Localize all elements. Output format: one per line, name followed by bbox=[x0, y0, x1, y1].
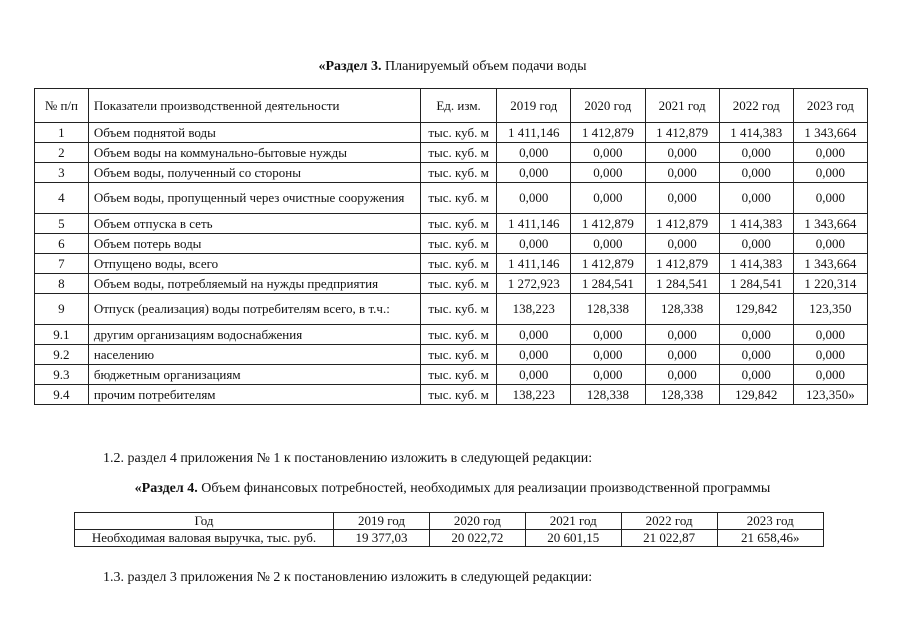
value-2021: 1 284,541 bbox=[645, 274, 719, 294]
table-row bbox=[35, 325, 868, 345]
table-body bbox=[35, 123, 868, 405]
value-2020: 128,338 bbox=[571, 385, 645, 405]
header-2020: 2020 год bbox=[429, 513, 525, 530]
row-unit: тыс. куб. м bbox=[421, 385, 497, 405]
value-2019: 19 377,03 bbox=[334, 530, 430, 547]
value-2019: 1 411,146 bbox=[497, 254, 571, 274]
value-2020: 0,000 bbox=[571, 163, 645, 183]
value-2021: 0,000 bbox=[645, 345, 719, 365]
section3-title-text: Планируемый объем подачи воды bbox=[381, 59, 587, 74]
value-2019: 0,000 bbox=[497, 365, 571, 385]
table-row bbox=[35, 345, 868, 365]
value-2019: 138,223 bbox=[497, 385, 571, 405]
row-unit: тыс. куб. м bbox=[421, 183, 497, 214]
row-indicator: Объем потерь воды bbox=[88, 234, 420, 254]
value-2020: 1 412,879 bbox=[571, 214, 645, 234]
value-2021: 20 601,15 bbox=[525, 530, 621, 547]
row-unit: тыс. куб. м bbox=[421, 123, 497, 143]
financial-needs-table bbox=[74, 512, 824, 547]
row-indicator: населению bbox=[88, 345, 420, 365]
row-indicator: Объем воды, потребляемый на нужды предприятия bbox=[88, 274, 420, 294]
row-unit: тыс. куб. м bbox=[421, 294, 497, 325]
value-2022: 1 414,383 bbox=[719, 214, 793, 234]
value-2020: 0,000 bbox=[571, 234, 645, 254]
value-2021: 1 412,879 bbox=[645, 254, 719, 274]
value-2023: 1 220,314 bbox=[793, 274, 867, 294]
row-number: 5 bbox=[35, 214, 89, 234]
value-2021: 1 412,879 bbox=[645, 214, 719, 234]
value-2022: 129,842 bbox=[719, 294, 793, 325]
header-2022: 2022 год bbox=[719, 89, 793, 123]
value-2020: 1 412,879 bbox=[571, 254, 645, 274]
row-number: 2 bbox=[35, 143, 89, 163]
table-row bbox=[35, 183, 868, 214]
row-number: 9.3 bbox=[35, 365, 89, 385]
row-unit: тыс. куб. м bbox=[421, 365, 497, 385]
value-2021: 128,338 bbox=[645, 385, 719, 405]
section4-title bbox=[0, 481, 905, 497]
value-2020: 0,000 bbox=[571, 183, 645, 214]
table-header-row bbox=[75, 513, 824, 530]
value-2022: 0,000 bbox=[719, 163, 793, 183]
value-2023: 1 343,664 bbox=[793, 123, 867, 143]
value-2021: 1 412,879 bbox=[645, 123, 719, 143]
value-2020: 0,000 bbox=[571, 325, 645, 345]
header-indicator: Показатели производственной деятельности bbox=[88, 89, 420, 123]
table-row bbox=[35, 214, 868, 234]
value-2019: 0,000 bbox=[497, 163, 571, 183]
header-unit: Ед. изм. bbox=[421, 89, 497, 123]
table-row bbox=[35, 294, 868, 325]
row-number: 9.4 bbox=[35, 385, 89, 405]
value-2023: 0,000 bbox=[793, 365, 867, 385]
row-unit: тыс. куб. м bbox=[421, 254, 497, 274]
row-number: 9 bbox=[35, 294, 89, 325]
table-row bbox=[35, 254, 868, 274]
value-2021: 0,000 bbox=[645, 163, 719, 183]
table-row bbox=[35, 365, 868, 385]
value-2019: 0,000 bbox=[497, 183, 571, 214]
table-row bbox=[35, 385, 868, 405]
value-2022: 1 284,541 bbox=[719, 274, 793, 294]
section3-title-prefix: «Раздел 3. bbox=[318, 59, 382, 74]
value-2020: 0,000 bbox=[571, 345, 645, 365]
value-2023: 21 658,46» bbox=[717, 530, 824, 547]
value-2023: 0,000 bbox=[793, 143, 867, 163]
value-2021: 0,000 bbox=[645, 143, 719, 163]
value-2022: 21 022,87 bbox=[621, 530, 717, 547]
row-unit: тыс. куб. м bbox=[421, 274, 497, 294]
section4-title-prefix: «Раздел 4. bbox=[134, 481, 198, 496]
row-number: 9.2 bbox=[35, 345, 89, 365]
header-2022: 2022 год bbox=[621, 513, 717, 530]
header-2021: 2021 год bbox=[645, 89, 719, 123]
value-2021: 0,000 bbox=[645, 183, 719, 214]
header-2019: 2019 год bbox=[334, 513, 430, 530]
row-indicator: Объем воды на коммунально-бытовые нужды bbox=[88, 143, 420, 163]
table-row bbox=[35, 163, 868, 183]
row-indicator: другим организациям водоснабжения bbox=[88, 325, 420, 345]
value-2023: 1 343,664 bbox=[793, 254, 867, 274]
row-indicator: Объем поднятой воды bbox=[88, 123, 420, 143]
value-2021: 128,338 bbox=[645, 294, 719, 325]
value-2023: 0,000 bbox=[793, 345, 867, 365]
value-2021: 0,000 bbox=[645, 325, 719, 345]
row-unit: тыс. куб. м bbox=[421, 143, 497, 163]
value-2020: 1 284,541 bbox=[571, 274, 645, 294]
value-2019: 0,000 bbox=[497, 143, 571, 163]
value-2021: 0,000 bbox=[645, 365, 719, 385]
row-unit: тыс. куб. м bbox=[421, 234, 497, 254]
table-header-row bbox=[35, 89, 868, 123]
value-2022: 0,000 bbox=[719, 325, 793, 345]
value-2022: 0,000 bbox=[719, 183, 793, 214]
row-number: 7 bbox=[35, 254, 89, 274]
table-row bbox=[35, 123, 868, 143]
value-2022: 1 414,383 bbox=[719, 123, 793, 143]
value-2022: 0,000 bbox=[719, 143, 793, 163]
row-number: 3 bbox=[35, 163, 89, 183]
header-year: Год bbox=[75, 513, 334, 530]
row-number: 4 bbox=[35, 183, 89, 214]
table-row bbox=[35, 143, 868, 163]
row-number: 6 bbox=[35, 234, 89, 254]
value-2023: 123,350» bbox=[793, 385, 867, 405]
value-2019: 0,000 bbox=[497, 234, 571, 254]
value-2020: 20 022,72 bbox=[429, 530, 525, 547]
row-unit: тыс. куб. м bbox=[421, 163, 497, 183]
header-2020: 2020 год bbox=[571, 89, 645, 123]
header-2023: 2023 год bbox=[717, 513, 824, 530]
table-row bbox=[35, 234, 868, 254]
value-2019: 0,000 bbox=[497, 345, 571, 365]
row-number: 8 bbox=[35, 274, 89, 294]
value-2023: 0,000 bbox=[793, 183, 867, 214]
row-indicator: Отпущено воды, всего bbox=[88, 254, 420, 274]
row-indicator: Объем воды, полученный со стороны bbox=[88, 163, 420, 183]
header-num: № п/п bbox=[35, 89, 89, 123]
value-2019: 1 272,923 bbox=[497, 274, 571, 294]
row-unit: тыс. куб. м bbox=[421, 214, 497, 234]
value-2023: 1 343,664 bbox=[793, 214, 867, 234]
header-2019: 2019 год bbox=[497, 89, 571, 123]
value-2022: 0,000 bbox=[719, 345, 793, 365]
row-unit: тыс. куб. м bbox=[421, 345, 497, 365]
value-2020: 1 412,879 bbox=[571, 123, 645, 143]
header-2023: 2023 год bbox=[793, 89, 867, 123]
value-2020: 0,000 bbox=[571, 365, 645, 385]
value-2023: 0,000 bbox=[793, 325, 867, 345]
row-indicator: Объем отпуска в сеть bbox=[88, 214, 420, 234]
value-2022: 1 414,383 bbox=[719, 254, 793, 274]
value-2020: 0,000 bbox=[571, 143, 645, 163]
table-row bbox=[75, 530, 824, 547]
value-2023: 0,000 bbox=[793, 163, 867, 183]
value-2022: 0,000 bbox=[719, 365, 793, 385]
row-unit: тыс. куб. м bbox=[421, 325, 497, 345]
row-label: Необходимая валовая выручка, тыс. руб. bbox=[75, 530, 334, 547]
value-2023: 123,350 bbox=[793, 294, 867, 325]
row-indicator: Объем воды, пропущенный через очистные сооружения bbox=[88, 183, 420, 214]
paragraph-1-3: 1.3. раздел 3 приложения № 2 к постановлению изложить в следующей редакции: bbox=[103, 570, 593, 585]
header-2021: 2021 год bbox=[525, 513, 621, 530]
row-indicator: бюджетным организациям bbox=[88, 365, 420, 385]
row-indicator: Отпуск (реализация) воды потребителям всего, в т.ч.: bbox=[88, 294, 420, 325]
paragraph-1-2: 1.2. раздел 4 приложения № 1 к постановлению изложить в следующей редакции: bbox=[103, 451, 593, 466]
row-number: 1 bbox=[35, 123, 89, 143]
value-2019: 1 411,146 bbox=[497, 214, 571, 234]
value-2020: 128,338 bbox=[571, 294, 645, 325]
value-2022: 129,842 bbox=[719, 385, 793, 405]
table-row bbox=[35, 274, 868, 294]
value-2021: 0,000 bbox=[645, 234, 719, 254]
section3-title bbox=[0, 59, 905, 75]
value-2019: 0,000 bbox=[497, 325, 571, 345]
row-indicator: прочим потребителям bbox=[88, 385, 420, 405]
value-2019: 1 411,146 bbox=[497, 123, 571, 143]
value-2023: 0,000 bbox=[793, 234, 867, 254]
water-supply-table bbox=[34, 88, 868, 405]
row-number: 9.1 bbox=[35, 325, 89, 345]
value-2022: 0,000 bbox=[719, 234, 793, 254]
section4-title-text: Объем финансовых потребностей, необходимых для реализации производственной программы bbox=[197, 481, 771, 496]
value-2019: 138,223 bbox=[497, 294, 571, 325]
